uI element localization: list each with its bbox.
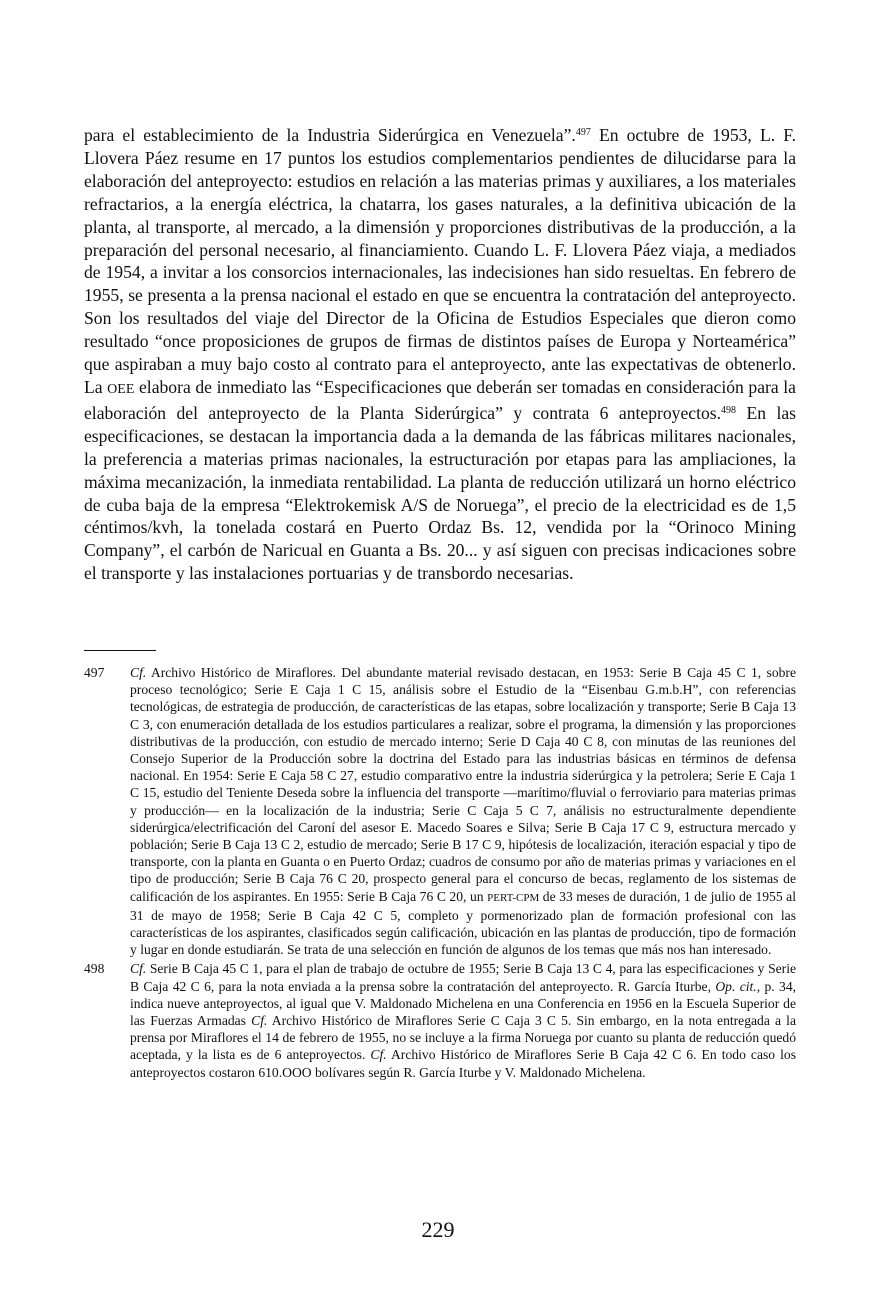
body-text	[84, 124, 796, 585]
footnote-segment: de 33 meses de duración, 1 de julio de 1955 al 31 de mayo de 1958; Serie B Caja 42 C 5, completo y pormenorizado plan de formación profesional con las características de los aspirantes, clasificados según calificación, ubicación en las plantas de producción, tipo de formación y lugar en donde estudiarán. Se trata de una selección en función de algunos de los temas que más nos han interesado.	[130, 888, 796, 958]
cf-abbrev: Cf.	[251, 1013, 268, 1029]
footnote-separator	[84, 650, 156, 651]
paragraph-segment: En las especificaciones, se destacan la importancia dada a la demanda de las fábricas militares nacionales, la preferencia a materias primas nacionales, la estructuración por etapas para las ampliaciones, la máxima mecanización, la inmediata rentabilidad. La planta de reducción utilizará un horno eléctrico de cuba baja de la empresa “Elektrokemisk A/S de Noruega”, el precio de la electricidad es de 1,5 céntimos/kvh, la tonelada costará en Puerto Ordaz Bs. 12, vendida por la “Orinoco Mining Company”, el carbón de Naricual en Guanta a Bs. 20... y así siguen con precisas indicaciones sobre el transporte y las instalaciones portuarias y de transbordo necesarias.	[84, 402, 796, 584]
main-paragraph	[84, 124, 796, 585]
footnote-segment: Archivo Histórico de Miraflores. Del abundante material revisado destacan, en 1953: Serie B Caja 45 C 1, sobre proceso tecnológico; Serie E Caja 1 C 15, análisis sobre el Estudio de la “Eisenbau G.m.b.H”, con referencias tecnológicas, de estrategia de producción, de características de las etapas, sobre localización y transporte; Serie B Caja 13 C 3, con enumeración detallada de los estudios particulares a realizar, sobre el programa, la dimensión y las proporciones distributivas de la producción, con estudio de mercado interno; Serie D Caja 40 C 8, con minutas de las reuniones del Consejo Superior de la Producción sobre la doctrina del Estado para las industrias básicas en términos de defensa nacional. En 1954: Serie E Caja 58 C 27, estudio comparativo entre la industria siderúrgica y la petrolera; Serie E Caja 1 C 15, estudio del Teniente Deseda sobre la influencia del transporte —marítimo/fluvial o ferroviario para materias primas y producción— en la localización de la industria; Serie C Caja 5 C 7, análisis no estructuralmente dependiente siderúrgica/electrificación del Caroní del asesor E. Macedo Soares e Silva; Serie B Caja 17 C 9, estructura mercado y población; Serie B Caja 13 C 2, estudio de mercado; Serie B 17 C 9, hipótesis de localización, iteración espacial y tipo de transporte, con la planta en Guanta o en Puerto Ordaz; cuadros de consumo por año de materias primas y variaciones en el tipo de producción; Serie B Caja 76 C 20, prospecto general para el concurso de becas, reglamento de los sistemas de calificación de los aspirantes. En 1955: Serie B Caja 76 C 20, un	[130, 665, 796, 904]
footnote-text	[130, 664, 796, 958]
pert-cpm-acronym: PERT-CPM	[487, 891, 540, 904]
op-cit-abbrev: Op. cit.,	[715, 978, 761, 994]
oee-acronym: OEE	[107, 381, 135, 397]
paragraph-segment: para el establecimiento de la Industria Siderúrgica en Venezuela”.	[84, 125, 576, 145]
footnote-number: 497	[84, 665, 105, 680]
footnote-segment: Archivo Histórico de Miraflores Serie C Caja 3 C 5. Sin embargo, en la nota entregada a la prensa por Miraflores el 14 de febrero de 1955, no se incluye a la firma Noruega por cuanto su planta de reducción quedó aceptada, y la lista es de 6 anteproyectos.	[130, 1013, 796, 1063]
cf-abbrev: Cf.	[130, 665, 147, 680]
footnote-497	[84, 664, 796, 958]
footnote-segment: p. 34, indica nueve anteproyectos, al igual que V. Maldonado Michelena en una Conferencia en 1956 en la Escuela Superior de las Fuerzas Armadas	[130, 978, 797, 1029]
footnote-ref-498[interactable]: 498	[721, 404, 737, 416]
footnotes	[84, 664, 796, 1083]
footnote-segment: Archivo Histórico de Miraflores Serie B Caja 42 C 6. En todo caso los anteproyectos costaron 610.OOO bolívares según R. García Iturbe y V. Maldonado Michelena.	[130, 1047, 796, 1080]
footnote-498	[84, 960, 796, 1080]
footnote-ref-497[interactable]: 497	[575, 127, 591, 138]
footnote-segment: Serie B Caja 45 C 1, para el plan de trabajo de octubre de 1955; Serie B Caja 13 C 4, para las especificaciones y Serie B Caja 42 C 6, para la nota enviada a la prensa sobre la contratación del anteproyecto. R. García Iturbe,	[130, 961, 796, 994]
paragraph-segment: En octubre de 1953, L. F. Llovera Páez resume en 17 puntos los estudios complementarios pendientes de dilucidarse para la elaboración del anteproyecto: estudios en relación a las materias primas y auxiliares, a los materiales refractarios, a la energía eléctrica, la chatarra, los gases naturales, a la definitiva ubicación de la planta, al transporte, al mercado, a la dimensión y proporciones distributivas de la producción, a la preparación del personal necesario, al financiamiento. Cuando L. F. Llovera Páez viaja, a mediados de 1954, a invitar a los consorcios internacionales, las indecisiones han sido resueltas. En febrero de 1955, se presenta a la prensa nacional el estado en que se encuentra la contratación del anteproyecto. Son los resultados del viaje del Director de la Oficina de Estudios Especiales que dieron como resultado “once proposiciones de grupos de firmas de distintos países de Europa y Norteamérica” que aspiraban a muy bajo costo al contrato para el anteproyecto, ante las expectativas de obtenerlo. La	[84, 125, 796, 397]
footnote-number: 498	[84, 961, 105, 977]
footnote-text	[130, 960, 796, 1080]
cf-abbrev: Cf.	[370, 1047, 387, 1063]
cf-abbrev: Cf.	[130, 961, 147, 977]
page-number: 229	[421, 1217, 455, 1242]
paragraph-segment: elabora de inmediato las “Especificaciones que deberán ser tomadas en consideración para la elaboración del anteproyecto de la Planta Siderúrgica” y contrata 6 anteproyectos.	[84, 376, 796, 423]
